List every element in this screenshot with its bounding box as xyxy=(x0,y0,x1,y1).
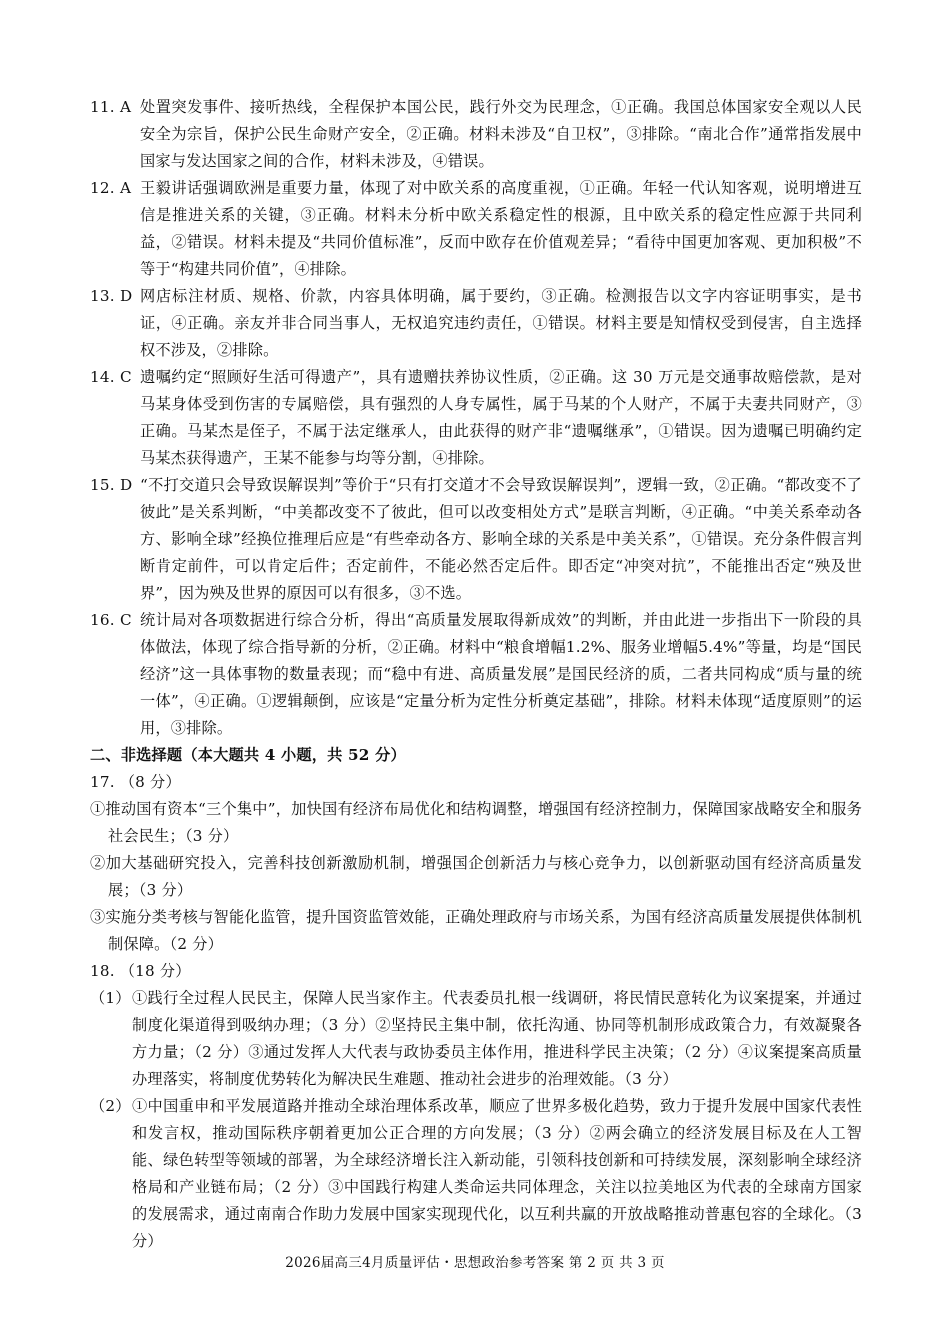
mc-item-11 xyxy=(90,94,862,175)
question-number: 14. xyxy=(90,368,115,386)
sub-text: ①践行全过程人民民主，保障人民当家作主。代表委员扎根一线调研，将民情民意转化为议案提案，并通过制度化渠道得到吸纳办理；（3 分）②坚持民主集中制，依托沟通、协同等机制形成政策合力，有效凝聚各方力量；（2 分）③通过发挥人大代表与政协委员主体作用，推进科学民主决策；（2 分）④议案提案高质量办理落实，将制度优势转化为解决民生难题、推动社会进步的治理效能。（3 分） xyxy=(132,989,862,1088)
mc-item-13 xyxy=(90,283,862,364)
page-content xyxy=(90,94,862,1255)
q17-point-1: ①推动国有资本“三个集中”，加快国有经济布局优化和结构调整，增强国有经济控制力，保障国家战略安全和服务社会民生；（3 分） xyxy=(90,800,862,845)
question-number: 15. xyxy=(90,476,115,494)
explanation: 王毅讲话强调欧洲是重要力量，体现了对中欧关系的高度重视，①正确。年轻一代认知客观，说明增进互信是推进关系的关键，③正确。材料未分析中欧关系稳定性的根源，且中欧关系的稳定性应源于共同利益，②错误。材料未提及“共同价值标准”，反而中欧存在价值观差异；“看待中国更加客观、更加积极”不等于“构建共同价值”，④排除。 xyxy=(140,179,862,278)
question-17-header: 17. （8 分） xyxy=(90,773,181,791)
mc-item-16 xyxy=(90,607,862,742)
mc-item-12 xyxy=(90,175,862,283)
q17-point-2: ②加大基础研究投入，完善科技创新激励机制，增强国企创新活力与核心竞争力，以创新驱动国有经济高质量发展；（3 分） xyxy=(90,854,862,899)
page-footer: 2026届高三4月质量评估・思想政治参考答案 第 2 页 共 3 页 xyxy=(285,1255,665,1271)
answer-letter: A xyxy=(120,98,132,116)
mc-item-15 xyxy=(90,472,862,607)
answer-letter: C xyxy=(120,611,132,629)
explanation: 处置突发事件、接听热线，全程保护本国公民，践行外交为民理念，①正确。我国总体国家安全观以人民安全为宗旨，保护公民生命财产安全，②正确。材料未涉及“自卫权”，③排除。“南北合作”通常指发展中国家与发达国家之间的合作，材料未涉及，④错误。 xyxy=(140,98,862,170)
mc-item-14 xyxy=(90,364,862,472)
q18-sub-1 xyxy=(90,985,862,1093)
section-title: 二、非选择题（本大题共 4 小题，共 52 分） xyxy=(90,746,406,764)
sub-label: （2） xyxy=(90,1097,131,1115)
question-number: 16. xyxy=(90,611,115,629)
answer-letter: A xyxy=(120,179,132,197)
answer-letter: D xyxy=(120,476,133,494)
sub-text: ①中国重申和平发展道路并推动全球治理体系改革，顺应了世界多极化趋势，致力于提升发展中国家代表性和发言权，推动国际秩序朝着更加公正合理的方向发展；（3 分）②两会确立的经济发展目标及在人工智能、绿色转型等领域的部署，为全球经济增长注入新动能，引领科技创新和可持续发展，深刻影响全球经济格局和产业链布局；（2 分）③中国践行构建人类命运共同体理念，关注以拉美地区为代表的全球南方国家的发展需求，通过南南合作助力发展中国家实现现代化，以互利共赢的开放战略推动普惠包容的全球化。（3 分） xyxy=(132,1097,862,1250)
question-18-header: 18. （18 分） xyxy=(90,962,191,980)
sub-label: （1） xyxy=(90,989,131,1007)
explanation: “不打交道只会导致误解误判”等价于“只有打交道才不会导致误解误判”，逻辑一致，②正确。“都改变不了彼此”是关系判断，“中美都改变不了彼此，但可以改变相处方式”是联言判断，④正确。“中美关系牵动各方、影响全球”经换位推理后应是“有些牵动各方、影响全球的关系是中美关系”，①错误。充分条件假言判断肯定前件，可以肯定后件；否定前件，不能必然否定后件。即否定“冲突对抗”，不能推出否定“殃及世界”，因为殃及世界的原因可以有很多，③不选。 xyxy=(140,476,862,602)
explanation: 网店标注材质、规格、价款，内容具体明确，属于要约，③正确。检测报告以文字内容证明事实，是书证，④正确。亲友并非合同当事人，无权追究违约责任，①错误。材料主要是知情权受到侵害，自主选择权不涉及，②排除。 xyxy=(140,287,862,359)
answer-letter: D xyxy=(120,287,133,305)
explanation: 统计局对各项数据进行综合分析，得出“高质量发展取得新成效”的判断，并由此进一步指出下一阶段的具体做法，体现了综合指导新的分析，②正确。材料中“粮食增幅1.2%、服务业增幅5.4%”等量，均是“国民经济”这一具体事物的数量表现；而“稳中有进、高质量发展”是国民经济的质，二者共同构成“质与量的统一体”，④正确。①逻辑颠倒，应该是“定量分析为定性分析奠定基础”，排除。材料未体现“适度原则”的运用，③排除。 xyxy=(140,611,862,737)
question-number: 12. xyxy=(90,179,115,197)
q18-sub-2 xyxy=(90,1093,862,1255)
question-number: 13. xyxy=(90,287,115,305)
question-number: 11. xyxy=(90,98,115,116)
answer-letter: C xyxy=(120,368,132,386)
q17-point-3: ③实施分类考核与智能化监管，提升国资监管效能，正确处理政府与市场关系，为国有经济高质量发展提供体制机制保障。（2 分） xyxy=(90,908,862,953)
explanation: 遗嘱约定“照顾好生活可得遗产”，具有遗赠扶养协议性质，②正确。这 30 万元是交通事故赔偿款，是对马某身体受到伤害的专属赔偿，具有强烈的人身专属性，属于马某的个人财产，不属于夫妻共同财产，③正确。马某杰是侄子，不属于法定继承人，由此获得的财产非“遗嘱继承”，①错误。因为遗嘱已明确约定马某杰获得遗产，王某不能参与均等分割，④排除。 xyxy=(140,368,862,467)
